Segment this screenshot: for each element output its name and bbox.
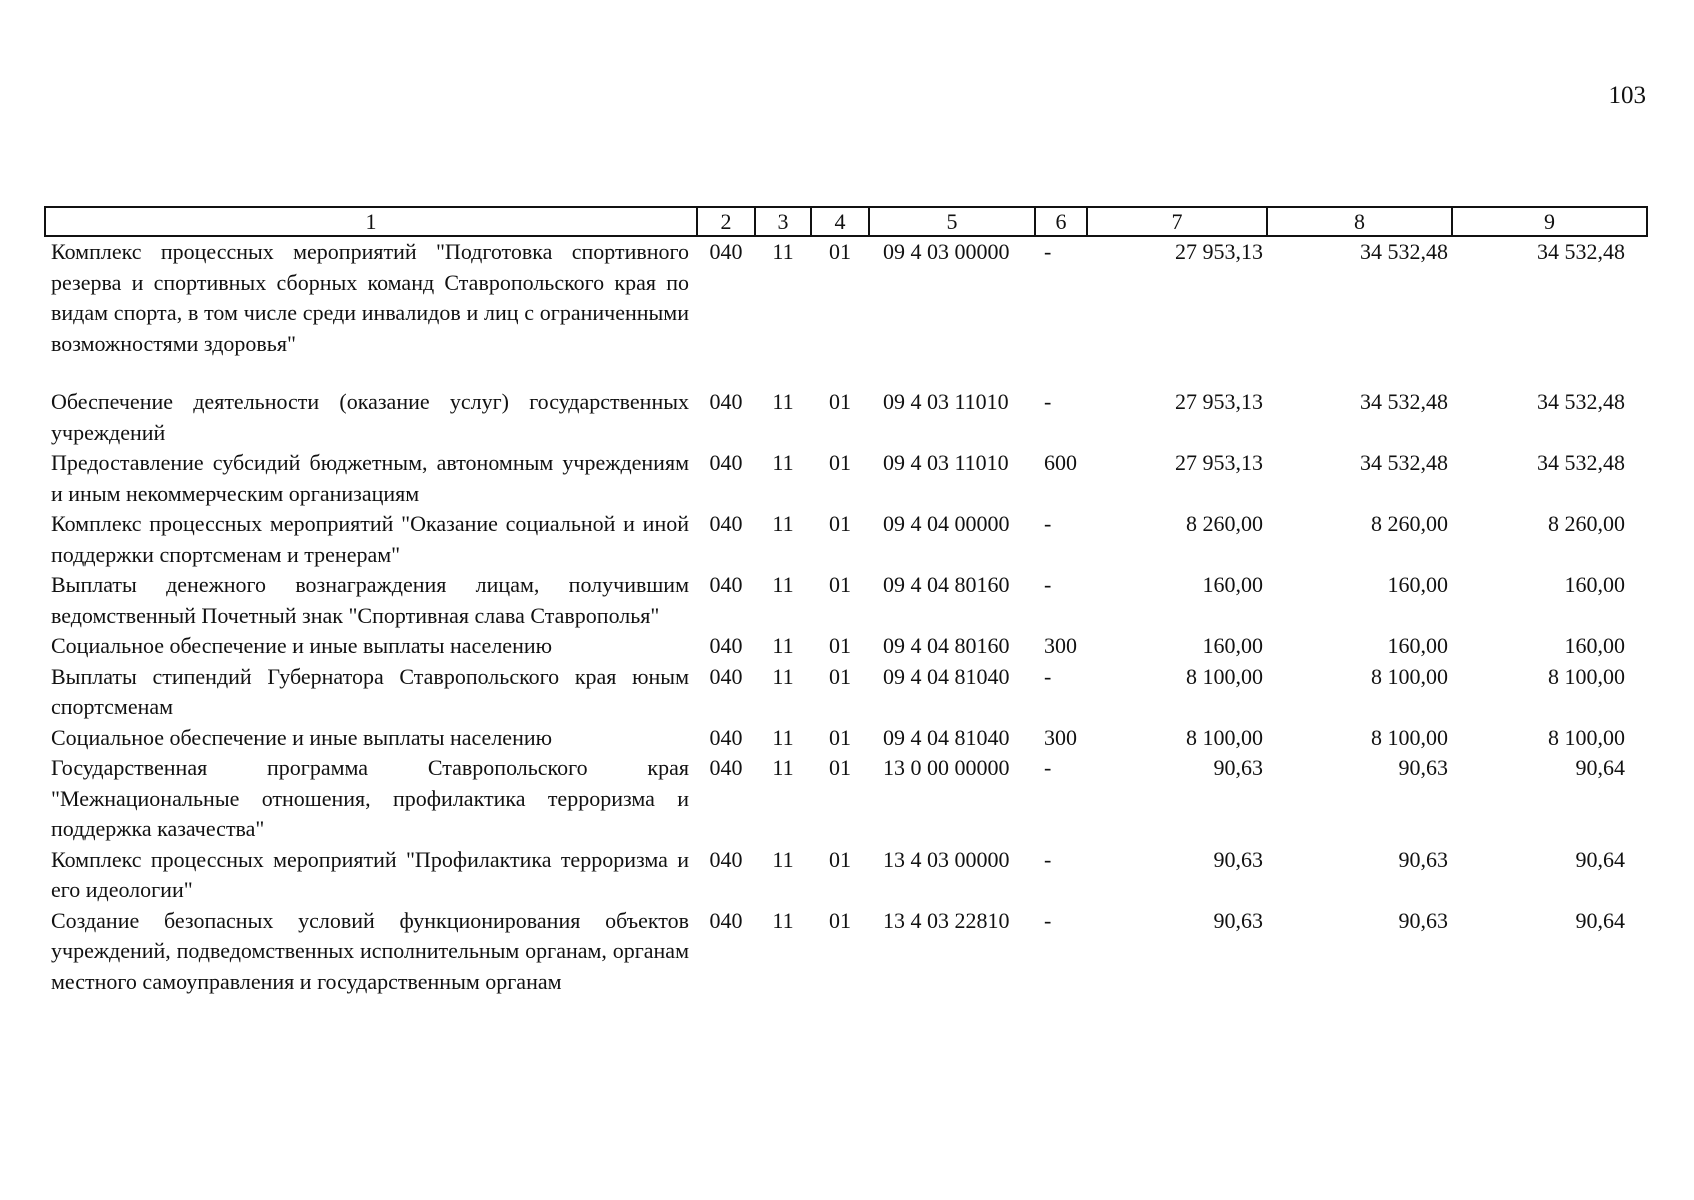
row-amount-col9: 34 532,48 — [1537, 239, 1625, 264]
row-amount-col9: 8 100,00 — [1548, 724, 1625, 750]
row-code-section: 11 — [772, 389, 794, 414]
row-code-target: 09 4 04 81040 — [883, 724, 1010, 750]
row-code-ministry: 040 — [709, 907, 743, 933]
row-code-ministry: 040 — [709, 755, 743, 780]
row-code-expense-type: - — [1044, 755, 1052, 780]
row-amount-col7: 27 953,13 — [1175, 239, 1263, 264]
row-amount-col9: 34 532,48 — [1537, 389, 1625, 414]
row-name: Выплаты стипендий Губернатора Ставропольского края юным спортсменам — [51, 663, 689, 719]
row-amount-col7: 27 953,13 — [1175, 389, 1263, 414]
row-code-subsection: 01 — [829, 239, 851, 264]
table-row — [45, 631, 1647, 662]
column-header: 6 — [1035, 207, 1087, 236]
row-code-section: 11 — [772, 755, 794, 780]
row-code-expense-type: - — [1044, 572, 1052, 597]
row-code-section: 11 — [772, 633, 794, 658]
row-code-section: 11 — [772, 663, 794, 689]
row-code-subsection: 01 — [829, 846, 851, 872]
row-amount-col8: 8 260,00 — [1371, 511, 1448, 536]
row-code-target: 13 4 03 00000 — [883, 846, 1010, 872]
row-code-subsection: 01 — [829, 450, 851, 475]
row-amount-col7: 160,00 — [1202, 572, 1263, 597]
row-code-subsection: 01 — [829, 907, 851, 933]
row-code-expense-type: - — [1044, 846, 1052, 872]
row-amount-col8: 90,63 — [1398, 907, 1448, 933]
row-amount-col9: 8 260,00 — [1548, 511, 1625, 536]
table-row — [45, 509, 1647, 570]
row-code-target: 13 4 03 22810 — [883, 907, 1010, 933]
table-body — [45, 236, 1647, 997]
row-code-subsection: 01 — [829, 633, 851, 658]
row-code-ministry: 040 — [709, 633, 743, 658]
row-code-ministry: 040 — [709, 450, 743, 475]
row-code-expense-type: 300 — [1044, 633, 1077, 658]
row-code-section: 11 — [772, 450, 794, 475]
row-code-target: 09 4 03 11010 — [883, 450, 1009, 475]
row-code-section: 11 — [772, 724, 794, 750]
row-amount-col8: 34 532,48 — [1360, 239, 1448, 264]
table-row — [45, 845, 1647, 906]
row-code-section: 11 — [772, 907, 794, 933]
row-code-ministry: 040 — [709, 389, 743, 414]
row-amount-col7: 27 953,13 — [1175, 450, 1263, 475]
row-name: Социальное обеспечение и иные выплаты населению — [51, 633, 553, 658]
row-code-ministry: 040 — [709, 663, 743, 689]
row-amount-col8: 34 532,48 — [1360, 450, 1448, 475]
row-amount-col9: 160,00 — [1564, 572, 1625, 597]
row-amount-col7: 8 260,00 — [1186, 511, 1263, 536]
row-amount-col8: 160,00 — [1387, 572, 1448, 597]
row-code-target: 09 4 04 81040 — [883, 663, 1010, 689]
row-amount-col8: 90,63 — [1398, 755, 1448, 780]
row-amount-col8: 8 100,00 — [1371, 663, 1448, 689]
row-code-expense-type: - — [1044, 239, 1052, 264]
column-header: 1 — [45, 207, 697, 236]
row-amount-col9: 90,64 — [1575, 907, 1625, 933]
row-code-subsection: 01 — [829, 389, 851, 414]
row-name: Комплекс процессных мероприятий "Профилактика терроризма и его идеологии" — [51, 846, 689, 902]
row-amount-col7: 8 100,00 — [1186, 663, 1263, 689]
row-code-section: 11 — [772, 572, 794, 597]
row-amount-col9: 160,00 — [1564, 633, 1625, 658]
row-amount-col9: 90,64 — [1575, 755, 1625, 780]
row-name: Обеспечение деятельности (оказание услуг) государственных учреждений — [51, 389, 689, 445]
row-code-section: 11 — [772, 511, 794, 536]
row-code-target: 09 4 03 00000 — [883, 239, 1010, 264]
row-code-target: 13 0 00 00000 — [883, 755, 1010, 780]
row-amount-col8: 34 532,48 — [1360, 389, 1448, 414]
row-code-subsection: 01 — [829, 511, 851, 536]
page-number: 103 — [1608, 82, 1646, 109]
row-amount-col8: 90,63 — [1398, 846, 1448, 872]
row-amount-col7: 90,63 — [1213, 846, 1263, 872]
row-amount-col7: 90,63 — [1213, 907, 1263, 933]
row-code-subsection: 01 — [829, 663, 851, 689]
table-row — [45, 387, 1647, 448]
row-code-expense-type: - — [1044, 511, 1052, 536]
column-header: 3 — [755, 207, 811, 236]
row-code-expense-type: 600 — [1044, 450, 1077, 475]
row-code-ministry: 040 — [709, 846, 743, 872]
row-code-ministry: 040 — [709, 572, 743, 597]
row-name: Социальное обеспечение и иные выплаты населению — [51, 724, 553, 750]
row-amount-col7: 8 100,00 — [1186, 724, 1263, 750]
row-code-ministry: 040 — [709, 511, 743, 536]
table-row — [45, 448, 1647, 509]
row-name: Выплаты денежного вознаграждения лицам, получившим ведомственный Почетный знак "Спортивная слава Ставрополья" — [51, 572, 689, 628]
row-code-subsection: 01 — [829, 724, 851, 750]
row-amount-col8: 8 100,00 — [1371, 724, 1448, 750]
table-row — [45, 906, 1647, 998]
row-code-target: 09 4 04 80160 — [883, 572, 1010, 597]
table-row — [45, 570, 1647, 631]
row-code-target: 09 4 03 11010 — [883, 389, 1009, 414]
budget-table — [44, 206, 1648, 997]
column-header: 7 — [1087, 207, 1267, 236]
row-code-expense-type: 300 — [1044, 724, 1077, 750]
column-header: 4 — [811, 207, 869, 236]
row-amount-col9: 34 532,48 — [1537, 450, 1625, 475]
row-code-subsection: 01 — [829, 755, 851, 780]
column-header: 5 — [869, 207, 1035, 236]
table-row — [45, 236, 1647, 387]
row-code-expense-type: - — [1044, 907, 1052, 933]
column-header: 2 — [697, 207, 755, 236]
table-header — [45, 207, 1647, 236]
row-amount-col7: 160,00 — [1202, 633, 1263, 658]
row-code-section: 11 — [772, 239, 794, 264]
row-name: Комплекс процессных мероприятий "Подготовка спортивного резерва и спортивных сборных команд Ставропольского края по видам спорта, в том числе среди инвалидов и лиц с ограниченными возможностями здоровья" — [51, 239, 689, 356]
row-amount-col8: 160,00 — [1387, 633, 1448, 658]
row-amount-col9: 8 100,00 — [1548, 663, 1625, 689]
row-code-expense-type: - — [1044, 389, 1052, 414]
row-name: Предоставление субсидий бюджетным, автономным учреждениям и иным некоммерческим организациям — [51, 450, 689, 506]
row-name: Государственная программа Ставропольского края "Межнациональные отношения, профилактика терроризма и поддержка казачества" — [51, 755, 689, 841]
table-row — [45, 662, 1647, 723]
row-amount-col9: 90,64 — [1575, 846, 1625, 872]
column-header: 9 — [1452, 207, 1647, 236]
row-name: Создание безопасных условий функционирования объектов учреждений, подведомственных исполнительным органам, органам местного самоуправления и государственным органам — [51, 907, 689, 994]
table-row — [45, 723, 1647, 754]
row-code-ministry: 040 — [709, 724, 743, 750]
column-header: 8 — [1267, 207, 1452, 236]
row-code-subsection: 01 — [829, 572, 851, 597]
row-code-ministry: 040 — [709, 239, 743, 264]
row-code-target: 09 4 04 00000 — [883, 511, 1010, 536]
table-row — [45, 753, 1647, 845]
row-name: Комплекс процессных мероприятий "Оказание социальной и иной поддержки спортсменам и тренерам" — [51, 511, 689, 567]
row-amount-col7: 90,63 — [1213, 755, 1263, 780]
row-code-target: 09 4 04 80160 — [883, 633, 1010, 658]
header-row — [45, 207, 1647, 236]
row-code-expense-type: - — [1044, 663, 1052, 689]
row-code-section: 11 — [772, 846, 794, 872]
